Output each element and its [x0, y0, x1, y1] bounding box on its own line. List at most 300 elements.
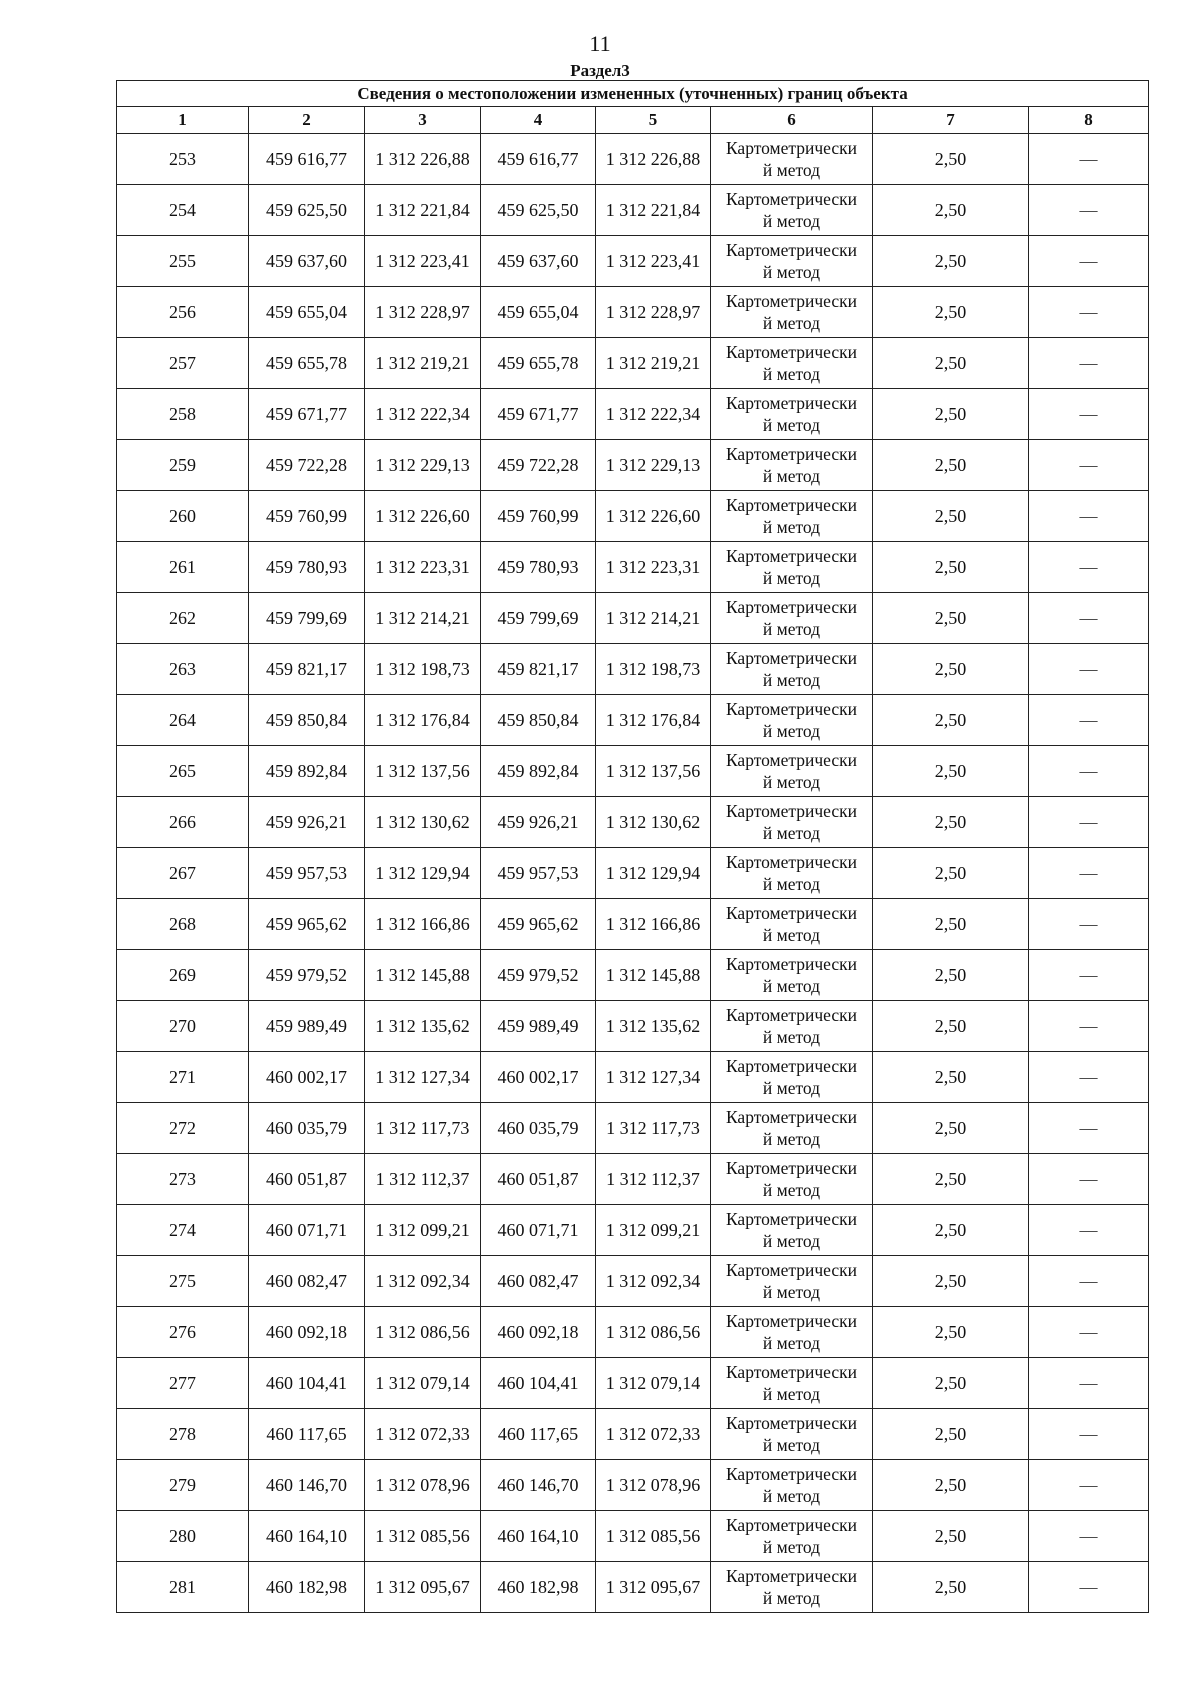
- table-row: [117, 1511, 1149, 1562]
- table-row: [117, 899, 1149, 950]
- x-old-cell: 459 671,77: [249, 389, 365, 440]
- method-cell: [711, 1103, 873, 1154]
- table-row: [117, 236, 1149, 287]
- x-new-cell: 459 760,99: [481, 491, 596, 542]
- description-cell: —: [1029, 491, 1149, 542]
- method-line-2: й метод: [762, 1129, 821, 1149]
- method-cell: [711, 1052, 873, 1103]
- y-old-cell: 1 312 221,84: [365, 185, 481, 236]
- method-cell: [711, 1460, 873, 1511]
- method-line-1: Картометрически: [725, 699, 858, 719]
- y-old-cell: 1 312 166,86: [365, 899, 481, 950]
- method-line-2: й метод: [762, 211, 821, 231]
- y-old-cell: 1 312 228,97: [365, 287, 481, 338]
- x-new-cell: 460 051,87: [481, 1154, 596, 1205]
- accuracy-cell: 2,50: [873, 1052, 1029, 1103]
- accuracy-cell: 2,50: [873, 644, 1029, 695]
- method-cell: [711, 491, 873, 542]
- x-new-cell: 460 117,65: [481, 1409, 596, 1460]
- x-old-cell: 459 616,77: [249, 134, 365, 185]
- method-line-2: й метод: [762, 568, 821, 588]
- method-line-2: й метод: [762, 772, 821, 792]
- x-new-cell: 459 926,21: [481, 797, 596, 848]
- method-cell: [711, 1358, 873, 1409]
- y-old-cell: 1 312 129,94: [365, 848, 481, 899]
- method-cell: [711, 848, 873, 899]
- y-new-cell: 1 312 072,33: [596, 1409, 711, 1460]
- column-number-5: 5: [596, 107, 711, 134]
- description-cell: —: [1029, 1052, 1149, 1103]
- x-old-cell: 460 071,71: [249, 1205, 365, 1256]
- x-new-cell: 459 780,93: [481, 542, 596, 593]
- y-new-cell: 1 312 198,73: [596, 644, 711, 695]
- method-line-2: й метод: [762, 721, 821, 741]
- y-old-cell: 1 312 072,33: [365, 1409, 481, 1460]
- method-line-2: й метод: [762, 1180, 821, 1200]
- table-row: [117, 389, 1149, 440]
- table-row: [117, 338, 1149, 389]
- point-number-cell: 253: [117, 134, 249, 185]
- x-old-cell: 459 637,60: [249, 236, 365, 287]
- y-new-cell: 1 312 127,34: [596, 1052, 711, 1103]
- method-line-2: й метод: [762, 1078, 821, 1098]
- x-old-cell: 459 979,52: [249, 950, 365, 1001]
- y-new-cell: 1 312 166,86: [596, 899, 711, 950]
- table-row: [117, 950, 1149, 1001]
- method-line-2: й метод: [762, 976, 821, 996]
- accuracy-cell: 2,50: [873, 338, 1029, 389]
- point-number-cell: 256: [117, 287, 249, 338]
- x-new-cell: 459 655,04: [481, 287, 596, 338]
- x-old-cell: 459 989,49: [249, 1001, 365, 1052]
- x-old-cell: 460 146,70: [249, 1460, 365, 1511]
- x-new-cell: 459 821,17: [481, 644, 596, 695]
- accuracy-cell: 2,50: [873, 797, 1029, 848]
- method-line-2: й метод: [762, 670, 821, 690]
- point-number-cell: 270: [117, 1001, 249, 1052]
- table-row: [117, 1562, 1149, 1613]
- y-old-cell: 1 312 226,60: [365, 491, 481, 542]
- y-old-cell: 1 312 079,14: [365, 1358, 481, 1409]
- y-old-cell: 1 312 223,41: [365, 236, 481, 287]
- accuracy-cell: 2,50: [873, 1205, 1029, 1256]
- x-new-cell: 459 965,62: [481, 899, 596, 950]
- x-old-cell: 460 182,98: [249, 1562, 365, 1613]
- point-number-cell: 265: [117, 746, 249, 797]
- table-row: [117, 593, 1149, 644]
- y-old-cell: 1 312 117,73: [365, 1103, 481, 1154]
- y-old-cell: 1 312 135,62: [365, 1001, 481, 1052]
- y-old-cell: 1 312 223,31: [365, 542, 481, 593]
- description-cell: —: [1029, 542, 1149, 593]
- x-old-cell: 459 655,78: [249, 338, 365, 389]
- table-row: [117, 1460, 1149, 1511]
- table-row: [117, 185, 1149, 236]
- method-line-1: Картометрически: [725, 393, 858, 413]
- method-line-1: Картометрически: [725, 801, 858, 821]
- table-row: [117, 491, 1149, 542]
- method-cell: [711, 950, 873, 1001]
- x-new-cell: 460 182,98: [481, 1562, 596, 1613]
- description-cell: —: [1029, 950, 1149, 1001]
- method-line-2: й метод: [762, 415, 821, 435]
- method-line-1: Картометрически: [725, 240, 858, 260]
- description-cell: —: [1029, 134, 1149, 185]
- method-line-1: Картометрически: [725, 1209, 858, 1229]
- x-old-cell: 460 092,18: [249, 1307, 365, 1358]
- accuracy-cell: 2,50: [873, 1307, 1029, 1358]
- y-new-cell: 1 312 219,21: [596, 338, 711, 389]
- x-old-cell: 460 051,87: [249, 1154, 365, 1205]
- method-cell: [711, 695, 873, 746]
- point-number-cell: 277: [117, 1358, 249, 1409]
- y-new-cell: 1 312 223,31: [596, 542, 711, 593]
- table-row: [117, 134, 1149, 185]
- method-line-2: й метод: [762, 1384, 821, 1404]
- method-line-1: Картометрически: [725, 1158, 858, 1178]
- table-caption-row: [117, 81, 1149, 107]
- accuracy-cell: 2,50: [873, 1001, 1029, 1052]
- description-cell: —: [1029, 848, 1149, 899]
- accuracy-cell: 2,50: [873, 1409, 1029, 1460]
- description-cell: —: [1029, 593, 1149, 644]
- y-old-cell: 1 312 219,21: [365, 338, 481, 389]
- method-line-2: й метод: [762, 619, 821, 639]
- x-new-cell: 460 082,47: [481, 1256, 596, 1307]
- method-line-2: й метод: [762, 517, 821, 537]
- method-cell: [711, 899, 873, 950]
- table-row: [117, 695, 1149, 746]
- method-line-1: Картометрически: [725, 1515, 858, 1535]
- y-new-cell: 1 312 078,96: [596, 1460, 711, 1511]
- x-new-cell: 459 637,60: [481, 236, 596, 287]
- x-old-cell: 460 035,79: [249, 1103, 365, 1154]
- description-cell: —: [1029, 440, 1149, 491]
- method-cell: [711, 593, 873, 644]
- y-new-cell: 1 312 145,88: [596, 950, 711, 1001]
- y-old-cell: 1 312 130,62: [365, 797, 481, 848]
- description-cell: —: [1029, 1307, 1149, 1358]
- table-row: [117, 542, 1149, 593]
- point-number-cell: 279: [117, 1460, 249, 1511]
- method-line-1: Картометрически: [725, 1413, 858, 1433]
- point-number-cell: 281: [117, 1562, 249, 1613]
- point-number-cell: 269: [117, 950, 249, 1001]
- table-row: [117, 1307, 1149, 1358]
- accuracy-cell: 2,50: [873, 134, 1029, 185]
- table-row: [117, 440, 1149, 491]
- accuracy-cell: 2,50: [873, 695, 1029, 746]
- method-line-1: Картометрически: [725, 444, 858, 464]
- point-number-cell: 278: [117, 1409, 249, 1460]
- y-old-cell: 1 312 137,56: [365, 746, 481, 797]
- description-cell: —: [1029, 1154, 1149, 1205]
- point-number-cell: 259: [117, 440, 249, 491]
- section-title: Раздел3: [570, 61, 630, 80]
- method-line-1: Картометрически: [725, 1566, 858, 1586]
- method-line-1: Картометрически: [725, 903, 858, 923]
- description-cell: —: [1029, 287, 1149, 338]
- x-old-cell: 459 821,17: [249, 644, 365, 695]
- method-line-2: й метод: [762, 313, 821, 333]
- method-line-1: Картометрически: [725, 495, 858, 515]
- x-old-cell: 459 850,84: [249, 695, 365, 746]
- y-new-cell: 1 312 095,67: [596, 1562, 711, 1613]
- method-line-1: Картометрически: [725, 1005, 858, 1025]
- method-line-1: Картометрически: [725, 597, 858, 617]
- y-new-cell: 1 312 112,37: [596, 1154, 711, 1205]
- point-number-cell: 258: [117, 389, 249, 440]
- table-row: [117, 1103, 1149, 1154]
- table-row: [117, 287, 1149, 338]
- method-line-1: Картометрически: [725, 1056, 858, 1076]
- coordinates-table: [116, 80, 1149, 1613]
- x-old-cell: 459 722,28: [249, 440, 365, 491]
- x-old-cell: 459 965,62: [249, 899, 365, 950]
- table-row: [117, 1052, 1149, 1103]
- point-number-cell: 254: [117, 185, 249, 236]
- point-number-cell: 257: [117, 338, 249, 389]
- x-old-cell: 459 760,99: [249, 491, 365, 542]
- description-cell: —: [1029, 1562, 1149, 1613]
- description-cell: —: [1029, 1256, 1149, 1307]
- column-number-4: 4: [481, 107, 596, 134]
- accuracy-cell: 2,50: [873, 1358, 1029, 1409]
- method-cell: [711, 1511, 873, 1562]
- point-number-cell: 260: [117, 491, 249, 542]
- method-line-2: й метод: [762, 1588, 821, 1608]
- y-old-cell: 1 312 214,21: [365, 593, 481, 644]
- method-cell: [711, 644, 873, 695]
- point-number-cell: 266: [117, 797, 249, 848]
- point-number-cell: 273: [117, 1154, 249, 1205]
- method-cell: [711, 1409, 873, 1460]
- y-old-cell: 1 312 176,84: [365, 695, 481, 746]
- table-row: [117, 644, 1149, 695]
- x-old-cell: 459 780,93: [249, 542, 365, 593]
- method-line-1: Картометрически: [725, 648, 858, 668]
- point-number-cell: 274: [117, 1205, 249, 1256]
- y-old-cell: 1 312 086,56: [365, 1307, 481, 1358]
- method-line-1: Картометрически: [725, 189, 858, 209]
- method-cell: [711, 338, 873, 389]
- y-new-cell: 1 312 137,56: [596, 746, 711, 797]
- method-line-2: й метод: [762, 823, 821, 843]
- accuracy-cell: 2,50: [873, 848, 1029, 899]
- accuracy-cell: 2,50: [873, 899, 1029, 950]
- x-new-cell: 459 957,53: [481, 848, 596, 899]
- accuracy-cell: 2,50: [873, 389, 1029, 440]
- description-cell: —: [1029, 1103, 1149, 1154]
- accuracy-cell: 2,50: [873, 1562, 1029, 1613]
- method-cell: [711, 797, 873, 848]
- column-number-1: 1: [117, 107, 249, 134]
- x-old-cell: 460 002,17: [249, 1052, 365, 1103]
- table-caption: Сведения о местоположении измененных (уточненных) границ объекта: [117, 81, 1149, 107]
- method-line-1: Картометрически: [725, 1362, 858, 1382]
- y-new-cell: 1 312 092,34: [596, 1256, 711, 1307]
- method-line-2: й метод: [762, 925, 821, 945]
- accuracy-cell: 2,50: [873, 1511, 1029, 1562]
- accuracy-cell: 2,50: [873, 440, 1029, 491]
- method-cell: [711, 134, 873, 185]
- y-old-cell: 1 312 085,56: [365, 1511, 481, 1562]
- y-new-cell: 1 312 223,41: [596, 236, 711, 287]
- y-new-cell: 1 312 221,84: [596, 185, 711, 236]
- accuracy-cell: 2,50: [873, 236, 1029, 287]
- table-row: [117, 1205, 1149, 1256]
- column-number-row: [117, 107, 1149, 134]
- x-new-cell: 460 092,18: [481, 1307, 596, 1358]
- y-new-cell: 1 312 226,60: [596, 491, 711, 542]
- x-old-cell: 460 104,41: [249, 1358, 365, 1409]
- x-old-cell: 459 625,50: [249, 185, 365, 236]
- table-row: [117, 1154, 1149, 1205]
- method-cell: [711, 1001, 873, 1052]
- method-cell: [711, 440, 873, 491]
- y-new-cell: 1 312 099,21: [596, 1205, 711, 1256]
- point-number-cell: 262: [117, 593, 249, 644]
- method-line-1: Картометрически: [725, 291, 858, 311]
- method-line-2: й метод: [762, 874, 821, 894]
- method-line-1: Картометрически: [725, 1311, 858, 1331]
- accuracy-cell: 2,50: [873, 1103, 1029, 1154]
- method-line-2: й метод: [762, 466, 821, 486]
- point-number-cell: 255: [117, 236, 249, 287]
- method-line-2: й метод: [762, 1282, 821, 1302]
- point-number-cell: 267: [117, 848, 249, 899]
- method-line-1: Картометрически: [725, 138, 858, 158]
- page-number: 11: [589, 31, 611, 56]
- y-old-cell: 1 312 099,21: [365, 1205, 481, 1256]
- x-old-cell: 459 799,69: [249, 593, 365, 644]
- x-old-cell: 459 892,84: [249, 746, 365, 797]
- table-row: [117, 1256, 1149, 1307]
- y-old-cell: 1 312 112,37: [365, 1154, 481, 1205]
- point-number-cell: 264: [117, 695, 249, 746]
- x-new-cell: 459 892,84: [481, 746, 596, 797]
- x-old-cell: 460 117,65: [249, 1409, 365, 1460]
- x-new-cell: 460 035,79: [481, 1103, 596, 1154]
- accuracy-cell: 2,50: [873, 185, 1029, 236]
- method-cell: [711, 236, 873, 287]
- accuracy-cell: 2,50: [873, 746, 1029, 797]
- y-new-cell: 1 312 129,94: [596, 848, 711, 899]
- point-number-cell: 280: [117, 1511, 249, 1562]
- description-cell: —: [1029, 338, 1149, 389]
- method-line-1: Картометрически: [725, 1260, 858, 1280]
- column-number-2: 2: [249, 107, 365, 134]
- method-line-2: й метод: [762, 1435, 821, 1455]
- x-new-cell: 460 071,71: [481, 1205, 596, 1256]
- method-line-2: й метод: [762, 160, 821, 180]
- description-cell: —: [1029, 1001, 1149, 1052]
- point-number-cell: 271: [117, 1052, 249, 1103]
- column-number-6: 6: [711, 107, 873, 134]
- x-new-cell: 460 146,70: [481, 1460, 596, 1511]
- method-cell: [711, 1205, 873, 1256]
- description-cell: —: [1029, 899, 1149, 950]
- y-new-cell: 1 312 176,84: [596, 695, 711, 746]
- y-old-cell: 1 312 127,34: [365, 1052, 481, 1103]
- y-new-cell: 1 312 214,21: [596, 593, 711, 644]
- method-line-1: Картометрически: [725, 342, 858, 362]
- method-cell: [711, 185, 873, 236]
- y-old-cell: 1 312 229,13: [365, 440, 481, 491]
- accuracy-cell: 2,50: [873, 287, 1029, 338]
- x-new-cell: 459 989,49: [481, 1001, 596, 1052]
- method-line-1: Картометрически: [725, 954, 858, 974]
- method-cell: [711, 1154, 873, 1205]
- accuracy-cell: 2,50: [873, 542, 1029, 593]
- y-old-cell: 1 312 092,34: [365, 1256, 481, 1307]
- description-cell: —: [1029, 389, 1149, 440]
- x-old-cell: 459 926,21: [249, 797, 365, 848]
- point-number-cell: 261: [117, 542, 249, 593]
- y-old-cell: 1 312 226,88: [365, 134, 481, 185]
- y-new-cell: 1 312 226,88: [596, 134, 711, 185]
- x-old-cell: 459 957,53: [249, 848, 365, 899]
- method-line-1: Картометрически: [725, 1464, 858, 1484]
- x-new-cell: 459 625,50: [481, 185, 596, 236]
- description-cell: —: [1029, 797, 1149, 848]
- method-cell: [711, 1256, 873, 1307]
- y-new-cell: 1 312 085,56: [596, 1511, 711, 1562]
- x-new-cell: 459 722,28: [481, 440, 596, 491]
- table-row: [117, 1001, 1149, 1052]
- point-number-cell: 272: [117, 1103, 249, 1154]
- description-cell: —: [1029, 185, 1149, 236]
- x-old-cell: 459 655,04: [249, 287, 365, 338]
- x-new-cell: 460 002,17: [481, 1052, 596, 1103]
- accuracy-cell: 2,50: [873, 1256, 1029, 1307]
- y-new-cell: 1 312 130,62: [596, 797, 711, 848]
- x-new-cell: 459 671,77: [481, 389, 596, 440]
- description-cell: —: [1029, 1358, 1149, 1409]
- method-line-1: Картометрически: [725, 852, 858, 872]
- method-cell: [711, 1307, 873, 1358]
- y-old-cell: 1 312 078,96: [365, 1460, 481, 1511]
- y-old-cell: 1 312 145,88: [365, 950, 481, 1001]
- method-line-2: й метод: [762, 1333, 821, 1353]
- x-new-cell: 459 850,84: [481, 695, 596, 746]
- table-body: [117, 134, 1149, 1613]
- y-old-cell: 1 312 198,73: [365, 644, 481, 695]
- point-number-cell: 275: [117, 1256, 249, 1307]
- method-line-2: й метод: [762, 1027, 821, 1047]
- y-old-cell: 1 312 095,67: [365, 1562, 481, 1613]
- description-cell: —: [1029, 1511, 1149, 1562]
- x-new-cell: 459 799,69: [481, 593, 596, 644]
- x-new-cell: 460 164,10: [481, 1511, 596, 1562]
- description-cell: —: [1029, 1205, 1149, 1256]
- x-new-cell: 459 655,78: [481, 338, 596, 389]
- description-cell: —: [1029, 695, 1149, 746]
- table-row: [117, 1358, 1149, 1409]
- column-number-7: 7: [873, 107, 1029, 134]
- column-number-3: 3: [365, 107, 481, 134]
- description-cell: —: [1029, 746, 1149, 797]
- y-new-cell: 1 312 229,13: [596, 440, 711, 491]
- y-new-cell: 1 312 079,14: [596, 1358, 711, 1409]
- table-row: [117, 746, 1149, 797]
- method-line-1: Картометрически: [725, 1107, 858, 1127]
- method-cell: [711, 746, 873, 797]
- description-cell: —: [1029, 1460, 1149, 1511]
- x-new-cell: 459 979,52: [481, 950, 596, 1001]
- description-cell: —: [1029, 644, 1149, 695]
- point-number-cell: 276: [117, 1307, 249, 1358]
